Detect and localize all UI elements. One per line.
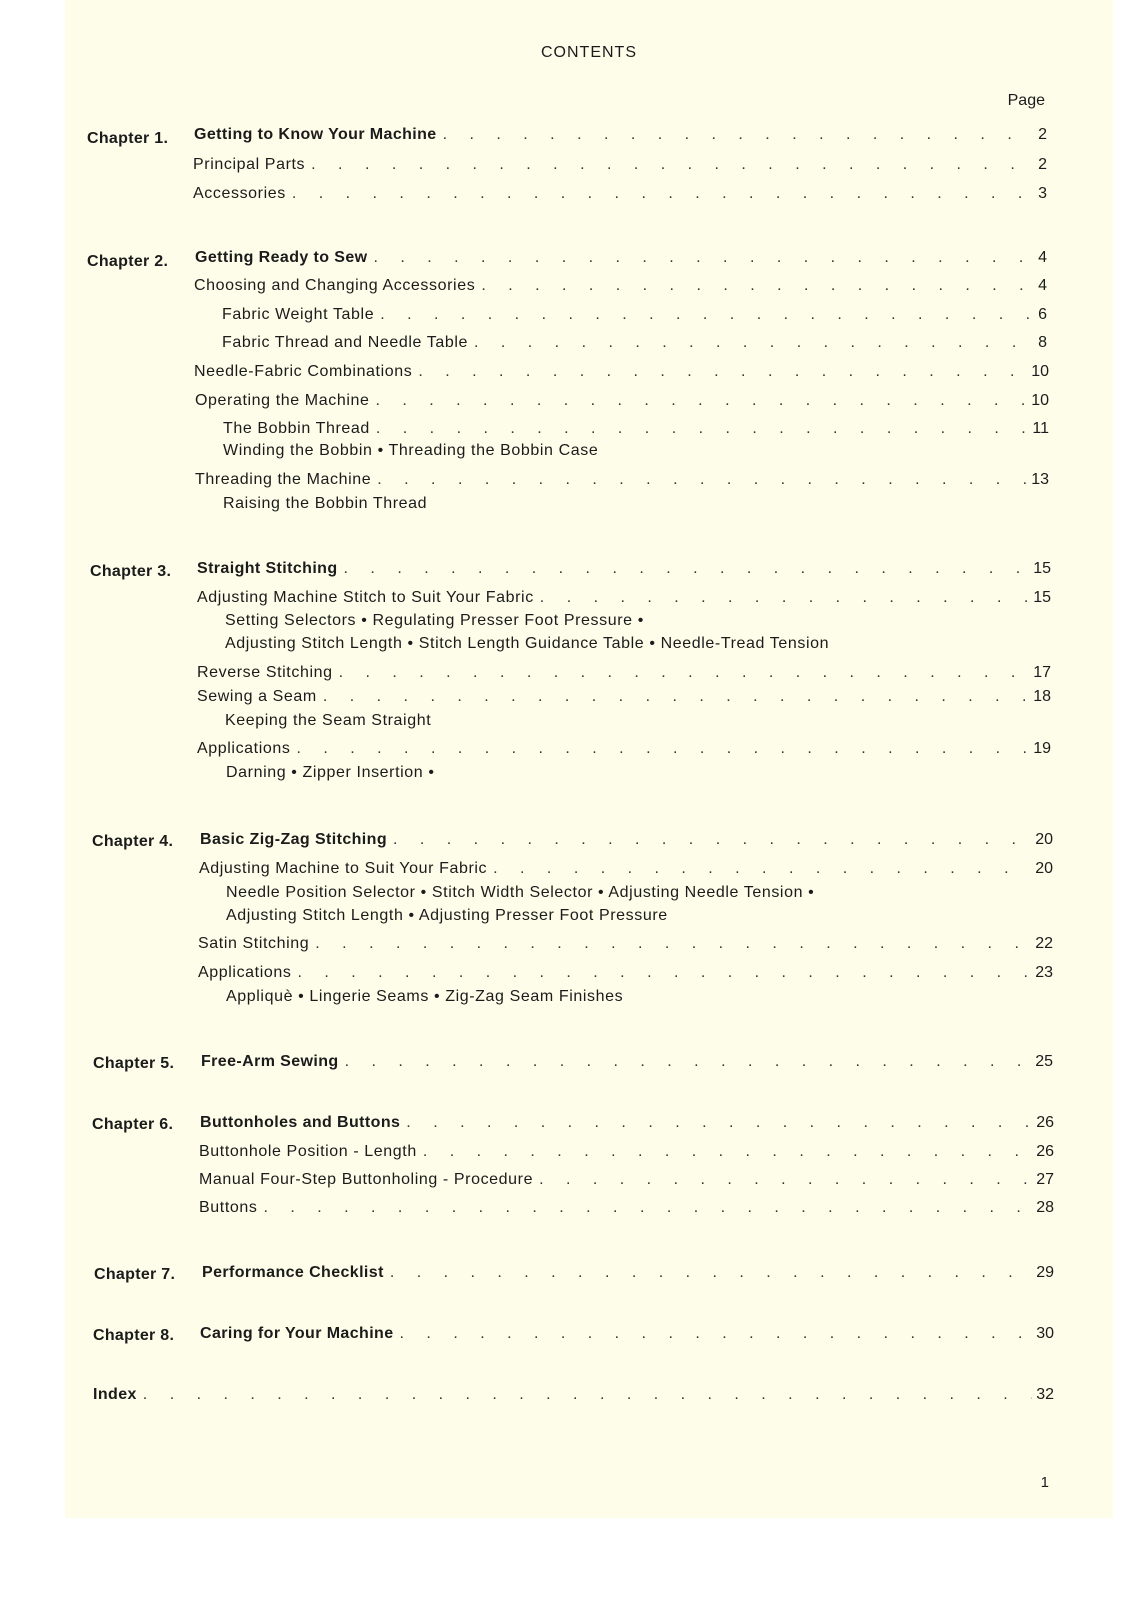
chapter-6-title[interactable]: Buttonholes and Buttons . . . 26 [200,1114,1054,1132]
toc-entry[interactable]: Choosing and Changing Accessories . . . 4 [194,277,1047,295]
toc-entry[interactable]: Needle-Fabric Combinations . . . 10 [194,363,1049,381]
toc-entry[interactable]: Principal Parts . . . 2 [193,156,1047,174]
toc-page [65,0,1113,1518]
chapter-8-title[interactable]: Caring for Your Machine . . . 30 [200,1325,1054,1343]
toc-entry[interactable]: Adjusting Machine to Suit Your Fabric . . . 20 [199,860,1053,878]
chapter-1-label: Chapter 1. [87,130,169,147]
chapter-2-title[interactable]: Getting Ready to Sew . . . 4 [195,249,1047,267]
toc-entry[interactable]: Applications . . . 19 [197,740,1051,758]
toc-subtopics: Keeping the Seam Straight [225,712,432,729]
chapter-4-label: Chapter 4. [92,833,174,850]
toc-entry[interactable]: Buttonhole Position - Length . . . 26 [199,1143,1054,1161]
toc-entry[interactable]: Fabric Thread and Needle Table . . . 8 [222,334,1047,352]
chapter-7-label: Chapter 7. [94,1266,176,1283]
page-title: CONTENTS [541,44,637,61]
toc-subtopics: Appliquè • Lingerie Seams • Zig-Zag Seam Finishes [226,988,624,1005]
toc-entry[interactable]: Fabric Weight Table . . . 6 [222,306,1047,324]
toc-subtopics: Darning • Zipper Insertion • [226,764,435,781]
toc-entry[interactable]: The Bobbin Thread . . . 11 [223,420,1049,438]
chapter-1-title[interactable]: Getting to Know Your Machine . . . 2 [194,126,1047,144]
chapter-3-label: Chapter 3. [90,563,172,580]
chapter-5-title[interactable]: Free-Arm Sewing . . . 25 [201,1053,1053,1071]
page-column-header: Page [1007,92,1045,109]
chapter-2-label: Chapter 2. [87,253,169,270]
toc-entry[interactable]: Threading the Machine . . . 13 [195,471,1049,489]
toc-subtopics: Needle Position Selector • Stitch Width Selector • Adjusting Needle Tension • [226,884,815,901]
toc-entry[interactable]: Buttons . . . 28 [199,1199,1054,1217]
toc-entry[interactable]: Accessories . . . 3 [193,185,1047,203]
toc-entry[interactable]: Reverse Stitching . . . 17 [197,664,1051,682]
chapter-6-label: Chapter 6. [92,1116,174,1133]
toc-entry[interactable]: Satin Stitching . . . 22 [198,935,1053,953]
index-entry[interactable]: Index . . . 32 [93,1386,1054,1404]
toc-entry[interactable]: Operating the Machine . . . 10 [195,392,1049,410]
chapter-4-title[interactable]: Basic Zig-Zag Stitching . . . 20 [200,831,1053,849]
toc-subtopics: Adjusting Stitch Length • Stitch Length Guidance Table • Needle-Tread Tension [225,635,830,652]
chapter-5-label: Chapter 5. [93,1055,175,1072]
toc-entry[interactable]: Manual Four-Step Buttonholing - Procedure . . . 27 [199,1171,1054,1189]
toc-subtopics: Winding the Bobbin • Threading the Bobbin Case [223,442,599,459]
toc-entry[interactable]: Applications . . . 23 [198,964,1053,982]
toc-entry[interactable]: Sewing a Seam . . . 18 [197,688,1051,706]
chapter-7-title[interactable]: Performance Checklist . . . 29 [202,1264,1054,1282]
toc-subtopics: Setting Selectors • Regulating Presser Foot Pressure • [225,612,644,629]
page-number: 1 [1040,1474,1049,1491]
toc-subtopics: Adjusting Stitch Length • Adjusting Presser Foot Pressure [226,907,668,924]
toc-subtopics: Raising the Bobbin Thread [223,495,428,512]
chapter-3-title[interactable]: Straight Stitching . . . 15 [197,560,1051,578]
chapter-8-label: Chapter 8. [93,1327,175,1344]
toc-entry[interactable]: Adjusting Machine Stitch to Suit Your Fabric . . . 15 [197,589,1051,607]
